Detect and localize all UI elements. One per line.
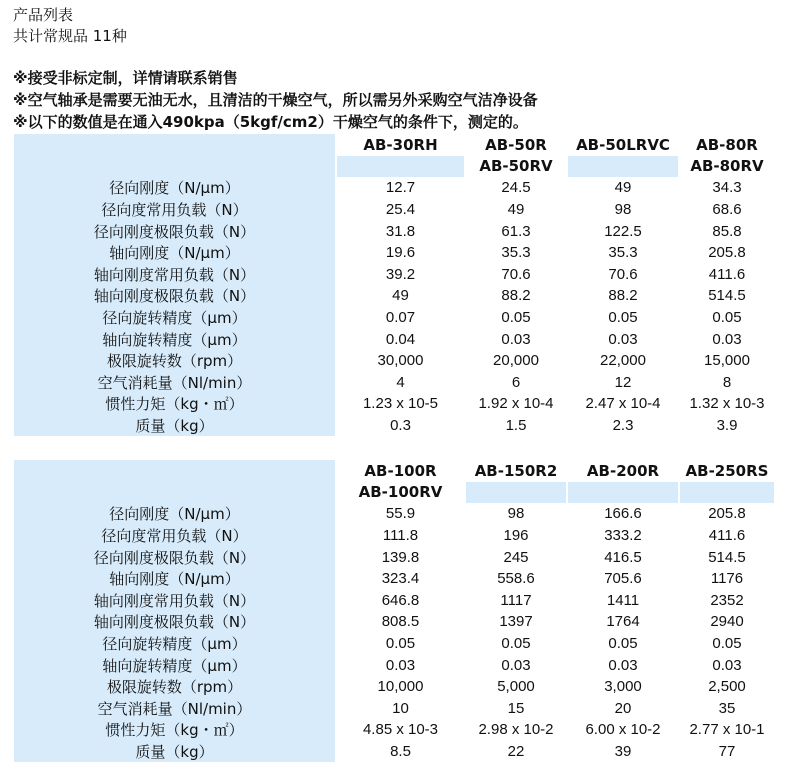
spec-value: 1397 xyxy=(466,611,566,633)
spec-value: 1.23 x 10-5 xyxy=(337,393,464,415)
spec-value: 0.03 xyxy=(680,654,774,676)
spec-label: 质量（kg） xyxy=(14,415,335,437)
spec-value: 98 xyxy=(568,199,678,221)
spec-label: 惯性力矩（kg・㎡） xyxy=(14,393,335,415)
table-row xyxy=(14,568,774,590)
table-row xyxy=(14,242,774,264)
table-row xyxy=(14,676,774,698)
spec-label: 轴向刚度常用负载（N） xyxy=(14,264,335,286)
spec-label: 轴向刚度极限负载（N） xyxy=(14,285,335,307)
spec-value: 514.5 xyxy=(680,285,774,307)
table-row xyxy=(14,328,774,350)
model-name: AB-80R xyxy=(680,134,774,156)
spec-label: 径向刚度极限负载（N） xyxy=(14,220,335,242)
spec-value: 55.9 xyxy=(337,503,464,525)
spec-value: 49 xyxy=(337,285,464,307)
table-row xyxy=(14,611,774,633)
spec-value: 323.4 xyxy=(337,568,464,590)
spec-label: 轴向刚度常用负载（N） xyxy=(14,590,335,612)
spec-value: 2.3 xyxy=(568,415,678,437)
spec-value: 1764 xyxy=(568,611,678,633)
spec-label: 径向旋转精度（μm） xyxy=(14,633,335,655)
spec-value: 0.05 xyxy=(466,307,566,329)
spec-value: 2,500 xyxy=(680,676,774,698)
spec-value: 3.9 xyxy=(680,415,774,437)
spec-value: 12.7 xyxy=(337,177,464,199)
spec-value: 10 xyxy=(337,698,464,720)
table-row xyxy=(14,285,774,307)
model-name: AB-100RV xyxy=(337,482,464,504)
model-name: AB-200R xyxy=(568,460,678,482)
spec-value: 4.85 x 10-3 xyxy=(337,719,464,741)
spec-value: 416.5 xyxy=(568,546,678,568)
spec-value: 15,000 xyxy=(680,350,774,372)
table-row xyxy=(14,654,774,676)
spec-value: 0.05 xyxy=(466,633,566,655)
spec-value: 333.2 xyxy=(568,525,678,547)
spec-value: 20 xyxy=(568,698,678,720)
spec-value: 34.3 xyxy=(680,177,774,199)
spec-value: 39.2 xyxy=(337,264,464,286)
table-row xyxy=(14,177,774,199)
table-row xyxy=(14,633,774,655)
model-name xyxy=(568,156,678,178)
table-row xyxy=(14,415,774,437)
spec-label: 径向度常用负载（N） xyxy=(14,525,335,547)
spec-value: 0.03 xyxy=(680,328,774,350)
model-header-row xyxy=(14,156,774,178)
table-row xyxy=(14,199,774,221)
spec-table-1 xyxy=(12,134,776,436)
table-row xyxy=(14,264,774,286)
spec-value: 558.6 xyxy=(466,568,566,590)
spec-value: 49 xyxy=(466,199,566,221)
spec-value: 8.5 xyxy=(337,741,464,763)
model-name: AB-50R xyxy=(466,134,566,156)
spec-value: 1411 xyxy=(568,590,678,612)
spec-value: 22 xyxy=(466,741,566,763)
spec-value: 61.3 xyxy=(466,220,566,242)
spec-value: 31.8 xyxy=(337,220,464,242)
header-blank-cell xyxy=(14,460,335,482)
spec-value: 0.03 xyxy=(466,654,566,676)
spec-value: 22,000 xyxy=(568,350,678,372)
model-header-row xyxy=(14,134,774,156)
table-row xyxy=(14,307,774,329)
spec-value: 98 xyxy=(466,503,566,525)
table-row xyxy=(14,525,774,547)
spec-value: 0.04 xyxy=(337,328,464,350)
spec-value: 2352 xyxy=(680,590,774,612)
model-name: AB-250RS xyxy=(680,460,774,482)
spec-value: 0.05 xyxy=(337,633,464,655)
spec-value: 0.05 xyxy=(568,307,678,329)
model-name: AB-80RV xyxy=(680,156,774,178)
spec-value: 77 xyxy=(680,741,774,763)
spec-value: 70.6 xyxy=(568,264,678,286)
spec-value: 3,000 xyxy=(568,676,678,698)
spec-value: 15 xyxy=(466,698,566,720)
model-name: AB-50LRVC xyxy=(568,134,678,156)
spec-label: 轴向旋转精度（μm） xyxy=(14,328,335,350)
spec-value: 19.6 xyxy=(337,242,464,264)
spec-value: 2.77 x 10-1 xyxy=(680,719,774,741)
spec-value: 8 xyxy=(680,372,774,394)
spec-value: 166.6 xyxy=(568,503,678,525)
spec-value: 2.98 x 10-2 xyxy=(466,719,566,741)
spec-label: 轴向刚度（N/μm） xyxy=(14,568,335,590)
spec-value: 88.2 xyxy=(568,285,678,307)
spec-label: 径向刚度（N/μm） xyxy=(14,503,335,525)
table-row xyxy=(14,220,774,242)
spec-value: 0.03 xyxy=(568,654,678,676)
spec-value: 0.3 xyxy=(337,415,464,437)
model-name: AB-150R2 xyxy=(466,460,566,482)
spec-value: 0.05 xyxy=(680,633,774,655)
spec-value: 24.5 xyxy=(466,177,566,199)
spec-value: 139.8 xyxy=(337,546,464,568)
spec-value: 205.8 xyxy=(680,242,774,264)
spec-label: 极限旋转数（rpm） xyxy=(14,350,335,372)
spec-label: 空气消耗量（Nl/min） xyxy=(14,698,335,720)
spec-table-2 xyxy=(12,460,776,762)
table-row xyxy=(14,546,774,568)
product-count: 共计常规品 11种 xyxy=(13,27,127,45)
spec-value: 111.8 xyxy=(337,525,464,547)
spec-value: 0.03 xyxy=(337,654,464,676)
spec-value: 35.3 xyxy=(466,242,566,264)
spec-value: 10,000 xyxy=(337,676,464,698)
spec-label: 径向刚度极限负载（N） xyxy=(14,546,335,568)
note-air-quality: ※空气轴承是需要无油无水，且清洁的干燥空气，所以需另外采购空气洁净设备 xyxy=(13,91,538,109)
spec-value: 411.6 xyxy=(680,264,774,286)
spec-value: 6 xyxy=(466,372,566,394)
spec-value: 88.2 xyxy=(466,285,566,307)
table-row xyxy=(14,503,774,525)
spec-value: 0.05 xyxy=(680,307,774,329)
spec-value: 1176 xyxy=(680,568,774,590)
spec-value: 5,000 xyxy=(466,676,566,698)
spec-label: 质量（kg） xyxy=(14,741,335,763)
model-name: AB-50RV xyxy=(466,156,566,178)
spec-value: 1.5 xyxy=(466,415,566,437)
table-row xyxy=(14,741,774,763)
spec-value: 25.4 xyxy=(337,199,464,221)
spec-value: 2940 xyxy=(680,611,774,633)
header-blank-cell xyxy=(14,134,335,156)
spec-label: 惯性力矩（kg・㎡） xyxy=(14,719,335,741)
spec-value: 35 xyxy=(680,698,774,720)
table-row xyxy=(14,698,774,720)
spec-value: 1.32 x 10-3 xyxy=(680,393,774,415)
page-title: 产品列表 xyxy=(13,6,74,24)
spec-label: 空气消耗量（Nl/min） xyxy=(14,372,335,394)
spec-label: 径向度常用负载（N） xyxy=(14,199,335,221)
spec-value: 808.5 xyxy=(337,611,464,633)
note-custom: ※接受非标定制，详情请联系销售 xyxy=(13,69,238,87)
spec-value: 196 xyxy=(466,525,566,547)
spec-label: 极限旋转数（rpm） xyxy=(14,676,335,698)
spec-value: 705.6 xyxy=(568,568,678,590)
spec-value: 245 xyxy=(466,546,566,568)
spec-value: 39 xyxy=(568,741,678,763)
spec-value: 514.5 xyxy=(680,546,774,568)
spec-value: 49 xyxy=(568,177,678,199)
spec-label: 轴向刚度极限负载（N） xyxy=(14,611,335,633)
spec-value: 6.00 x 10-2 xyxy=(568,719,678,741)
spec-value: 0.03 xyxy=(466,328,566,350)
model-header-row xyxy=(14,482,774,504)
table-row xyxy=(14,350,774,372)
spec-value: 4 xyxy=(337,372,464,394)
spec-value: 30,000 xyxy=(337,350,464,372)
spec-value: 20,000 xyxy=(466,350,566,372)
spec-value: 12 xyxy=(568,372,678,394)
spec-value: 646.8 xyxy=(337,590,464,612)
spec-label: 径向旋转精度（μm） xyxy=(14,307,335,329)
model-name xyxy=(680,482,774,504)
spec-value: 1117 xyxy=(466,590,566,612)
header-blank-cell xyxy=(14,482,335,504)
table-row xyxy=(14,372,774,394)
spec-value: 1.92 x 10-4 xyxy=(466,393,566,415)
spec-label: 轴向旋转精度（μm） xyxy=(14,654,335,676)
header-blank-cell xyxy=(14,156,335,178)
spec-value: 2.47 x 10-4 xyxy=(568,393,678,415)
model-name xyxy=(466,482,566,504)
model-name: AB-30RH xyxy=(337,134,464,156)
spec-value: 68.6 xyxy=(680,199,774,221)
note-test-condition: ※以下的数值是在通入490kpa（5kgf/cm2）干燥空气的条件下，测定的。 xyxy=(13,113,528,131)
spec-value: 85.8 xyxy=(680,220,774,242)
model-header-row xyxy=(14,460,774,482)
model-name xyxy=(337,156,464,178)
spec-value: 205.8 xyxy=(680,503,774,525)
table-row xyxy=(14,590,774,612)
spec-label: 径向刚度（N/μm） xyxy=(14,177,335,199)
model-name: AB-100R xyxy=(337,460,464,482)
spec-value: 0.05 xyxy=(568,633,678,655)
table-row xyxy=(14,393,774,415)
table-row xyxy=(14,719,774,741)
spec-value: 411.6 xyxy=(680,525,774,547)
spec-value: 35.3 xyxy=(568,242,678,264)
model-name xyxy=(568,482,678,504)
spec-value: 0.03 xyxy=(568,328,678,350)
spec-label: 轴向刚度（N/μm） xyxy=(14,242,335,264)
spec-value: 70.6 xyxy=(466,264,566,286)
spec-value: 0.07 xyxy=(337,307,464,329)
spec-value: 122.5 xyxy=(568,220,678,242)
